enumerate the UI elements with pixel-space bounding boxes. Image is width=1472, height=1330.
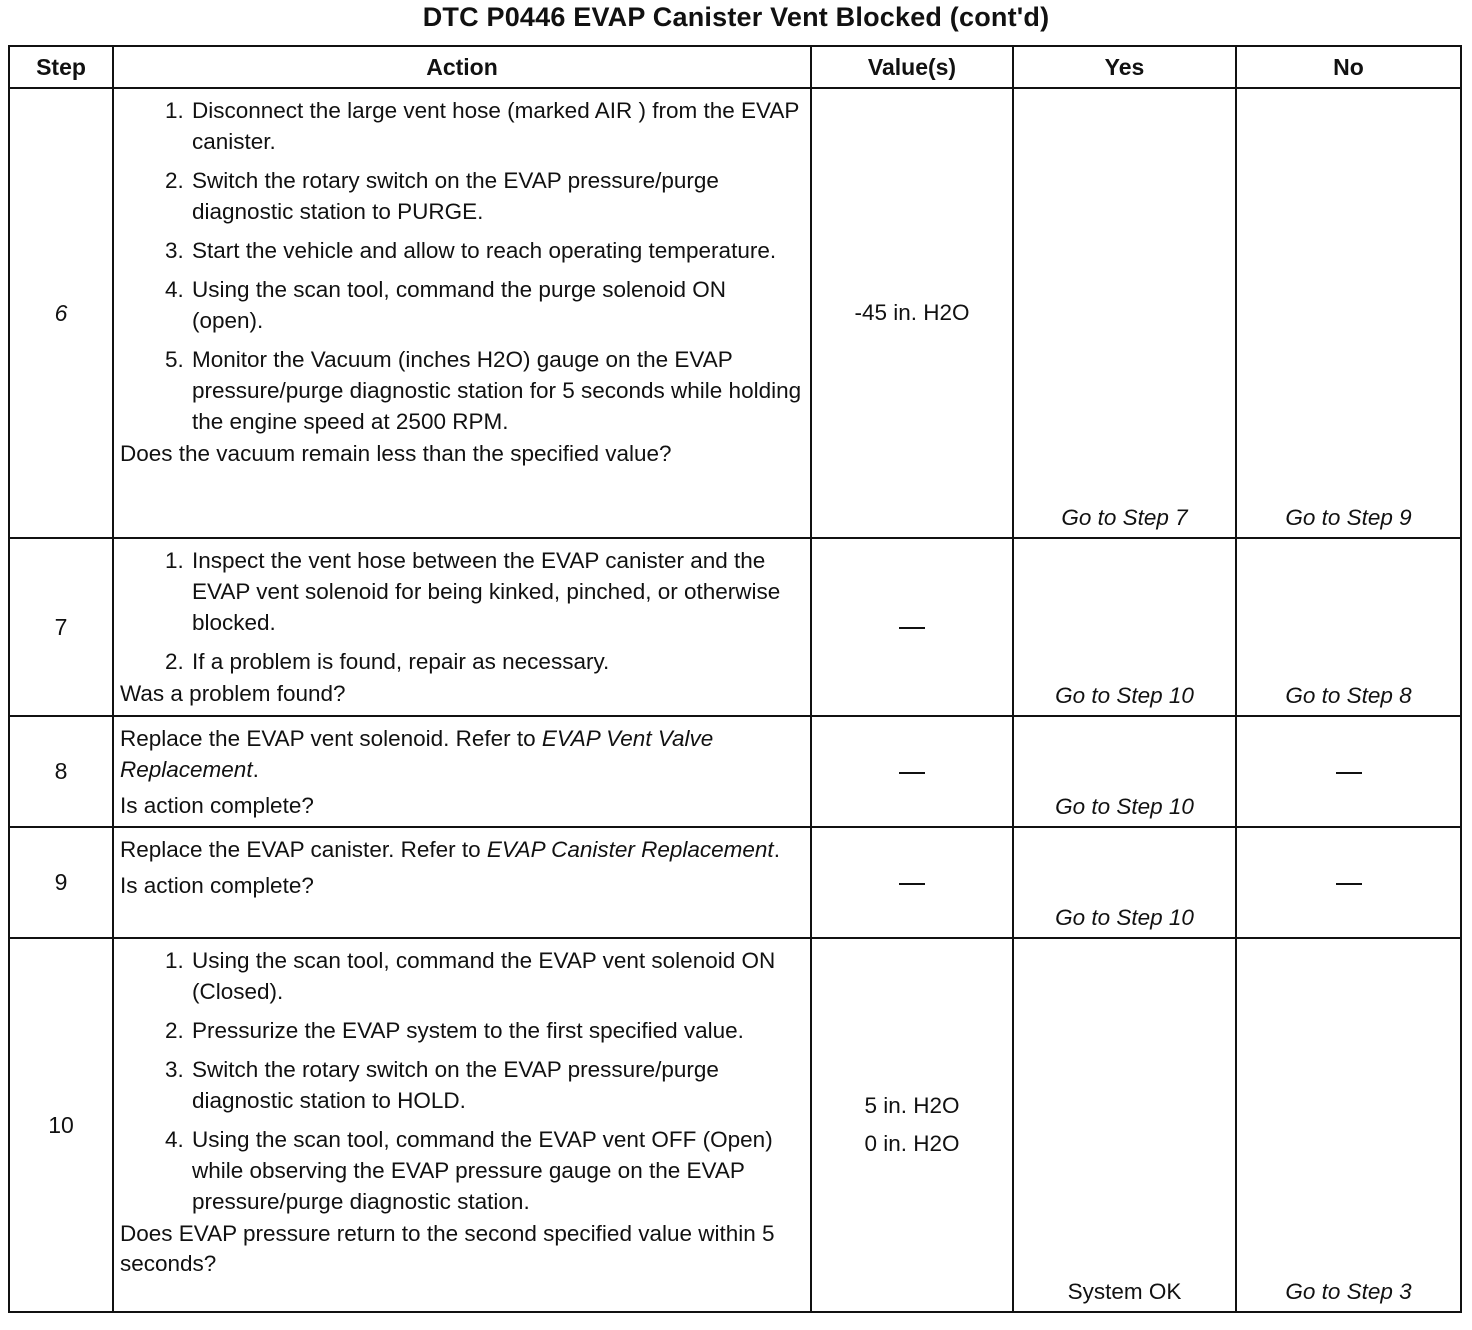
- value-cell: [811, 827, 1013, 938]
- value-cell: [811, 716, 1013, 827]
- no-cell: Go to Step 8: [1236, 538, 1461, 716]
- value-cell: [811, 938, 1013, 1312]
- list-item: 5. Monitor the Vacuum (inches H2O) gauge on the EVAP pressure/purge diagnostic station for 5 seconds while holding the engine speed at 2500 RPM.: [190, 344, 802, 437]
- no-cell: [1236, 827, 1461, 938]
- action-cell: [113, 716, 811, 827]
- yes-cell: Go to Step 10: [1013, 538, 1236, 716]
- action-text-end: .: [252, 757, 259, 782]
- list-item: 3. Start the vehicle and allow to reach operating temperature.: [190, 235, 802, 266]
- step-number: 10: [9, 938, 113, 1312]
- table-row: [9, 938, 1461, 1312]
- yes-cell: Go to Step 10: [1013, 827, 1236, 938]
- no-cell: Go to Step 3: [1236, 938, 1461, 1312]
- no-cell: [1236, 716, 1461, 827]
- action-cell: [113, 827, 811, 938]
- question-text: Is action complete?: [120, 793, 314, 818]
- value-cell: [811, 88, 1013, 538]
- action-text: [120, 723, 802, 785]
- table-row: [9, 538, 1461, 716]
- table-row: [9, 88, 1461, 538]
- list-item: 1. Inspect the vent hose between the EVAP canister and the EVAP vent solenoid for being kinked, pinched, or otherwise blocked.: [190, 545, 802, 638]
- value-text: 5 in. H2O: [864, 1093, 960, 1118]
- question-text: Is action complete?: [120, 873, 314, 898]
- dash-mark: [899, 627, 925, 629]
- action-text: [120, 834, 802, 865]
- dash-mark: [899, 883, 925, 885]
- action-cell: [113, 938, 811, 1312]
- diagnostic-table: [8, 45, 1462, 1313]
- question-text: Does EVAP pressure return to the second specified value within 5 seconds?: [120, 1221, 775, 1276]
- table-row: [9, 716, 1461, 827]
- action-list: [120, 945, 802, 1217]
- list-item: 2. If a problem is found, repair as necessary.: [190, 646, 802, 677]
- list-item: 4. Using the scan tool, command the purge solenoid ON (open).: [190, 274, 802, 336]
- action-list: [120, 95, 802, 437]
- yes-cell: System OK: [1013, 938, 1236, 1312]
- dash-mark: [899, 772, 925, 774]
- action-text-lead: Replace the EVAP vent solenoid. Refer to: [120, 726, 542, 751]
- list-item: 2. Switch the rotary switch on the EVAP pressure/purge diagnostic station to PURGE.: [190, 165, 802, 227]
- dash-mark: [1336, 772, 1362, 774]
- action-text-end: .: [773, 837, 780, 862]
- step-number: 6: [9, 88, 113, 538]
- value-text: 0 in. H2O: [864, 1131, 960, 1156]
- list-item: 2. Pressurize the EVAP system to the first specified value.: [190, 1015, 802, 1046]
- list-item: 1. Disconnect the large vent hose (marked AIR ) from the EVAP canister.: [190, 95, 802, 157]
- question-text: Was a problem found?: [120, 681, 346, 706]
- action-text-lead: Replace the EVAP canister. Refer to: [120, 837, 487, 862]
- yes-cell: Go to Step 7: [1013, 88, 1236, 538]
- no-cell: Go to Step 9: [1236, 88, 1461, 538]
- list-item: 3. Switch the rotary switch on the EVAP pressure/purge diagnostic station to HOLD.: [190, 1054, 802, 1116]
- question-text: Does the vacuum remain less than the specified value?: [120, 441, 672, 466]
- header-no: No: [1236, 46, 1461, 88]
- header-action: Action: [113, 46, 811, 88]
- step-number: 7: [9, 538, 113, 716]
- yes-cell: Go to Step 10: [1013, 716, 1236, 827]
- reference-link[interactable]: EVAP Canister Replacement: [486, 837, 774, 862]
- dash-mark: [1336, 883, 1362, 885]
- header-yes: Yes: [1013, 46, 1236, 88]
- header-row: [9, 46, 1461, 88]
- value-cell: [811, 538, 1013, 716]
- page-title: DTC P0446 EVAP Canister Vent Blocked (cont'd): [422, 2, 1050, 32]
- table-row: [9, 827, 1461, 938]
- reference-link[interactable]: EVAP Vent Valve Replacement: [120, 726, 714, 782]
- header-values: Value(s): [811, 46, 1013, 88]
- action-cell: [113, 88, 811, 538]
- value-text: -45 in. H2O: [854, 300, 970, 325]
- step-number: 9: [9, 827, 113, 938]
- header-step: Step: [9, 46, 113, 88]
- list-item: 1. Using the scan tool, command the EVAP vent solenoid ON (Closed).: [190, 945, 802, 1007]
- action-list: [120, 545, 802, 677]
- action-cell: [113, 538, 811, 716]
- list-item: 4. Using the scan tool, command the EVAP vent OFF (Open) while observing the EVAP pressure gauge on the EVAP pressure/purge diagnostic station.: [190, 1124, 802, 1217]
- step-number: 8: [9, 716, 113, 827]
